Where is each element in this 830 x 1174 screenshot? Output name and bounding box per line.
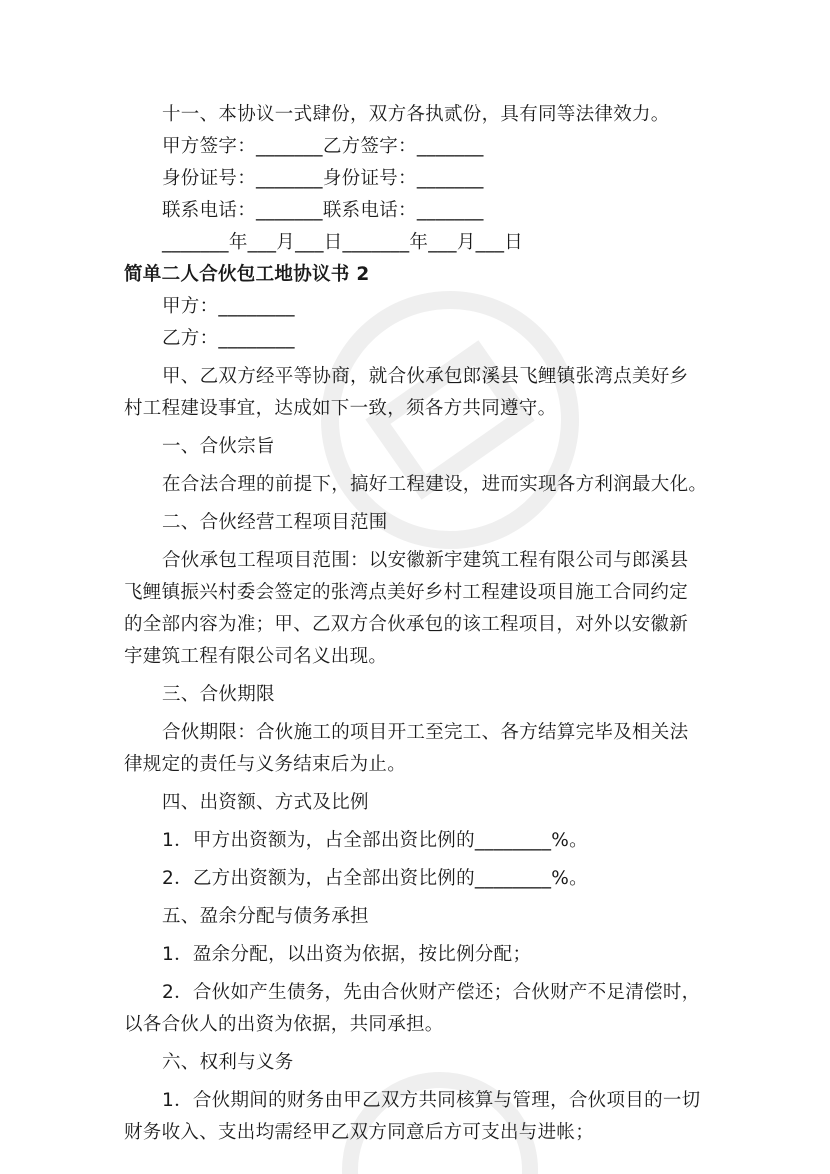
id-number-line: 身份证号：_______身份证号：_______ [162,168,484,189]
list-item: 2．乙方出资额为，占全部出资比例的________%。 [162,868,588,889]
paragraph-line: 合伙承包工程项目范围：以安徽新宇建筑工程有限公司与郎溪县 [162,550,689,571]
heading-purpose: 一、合伙宗旨 [162,436,275,457]
date-line: _______年___月___日_______年___月___日 [162,232,524,253]
document-body [124,99,724,1149]
heading-profit: 五、盈余分配与债务承担 [162,906,369,927]
paragraph-line: 财务收入、支出均需经甲乙双方同意后方可支出与进帐； [124,1122,595,1143]
paragraph-line: 律规定的责任与义务结束后为止。 [124,754,407,775]
paragraph-line: 的全部内容为准；甲、乙双方合伙承包的该工程项目，对外以安徽新 [124,614,689,635]
party-a-line: 甲方：________ [162,296,295,317]
heading-term: 三、合伙期限 [162,684,275,705]
signature-line: 甲方签字：_______乙方签字：_______ [162,136,484,157]
paragraph-line: 村工程建设事宜，达成如下一致，须各方共同遵守。 [124,398,557,419]
paragraph-line: 甲、乙双方经平等协商，就合伙承包郎溪县飞鲤镇张湾点美好乡 [162,366,689,387]
paragraph-line: 飞鲤镇振兴村委会签定的张湾点美好乡村工程建设项目施工合同约定 [124,582,689,603]
heading-rights: 六、权利与义务 [162,1052,294,1073]
phone-line: 联系电话：_______联系电话：_______ [162,200,484,221]
list-item: 2．合伙如产生债务，先由合伙财产偿还；合伙财产不足清偿时， [162,982,701,1003]
list-item: 1．甲方出资额为，占全部出资比例的________%。 [162,830,588,851]
paragraph-line: 在合法合理的前提下，搞好工程建设，进而实现各方利润最大化。 [162,474,708,495]
section-title: 简单二人合伙包工地协议书 2 [124,264,370,285]
paragraph-line: 以各合伙人的出资为依据，共同承担。 [124,1014,444,1035]
clause-11: 十一、本协议一式肆份，双方各执贰份，具有同等法律效力。 [162,104,670,125]
paragraph-line: 合伙期限：合伙施工的项目开工至完工、各方结算完毕及相关法 [162,722,689,743]
paragraph-line: 宇建筑工程有限公司名义出现。 [124,646,388,667]
heading-capital: 四、出资额、方式及比例 [162,792,369,813]
list-item: 1．盈余分配，以出资为依据，按比例分配； [162,944,532,965]
heading-scope: 二、合伙经营工程项目范围 [162,512,388,533]
party-b-line: 乙方：________ [162,328,295,349]
list-item: 1．合伙期间的财务由甲乙双方共同核算与管理，合伙项目的一切 [162,1090,701,1111]
